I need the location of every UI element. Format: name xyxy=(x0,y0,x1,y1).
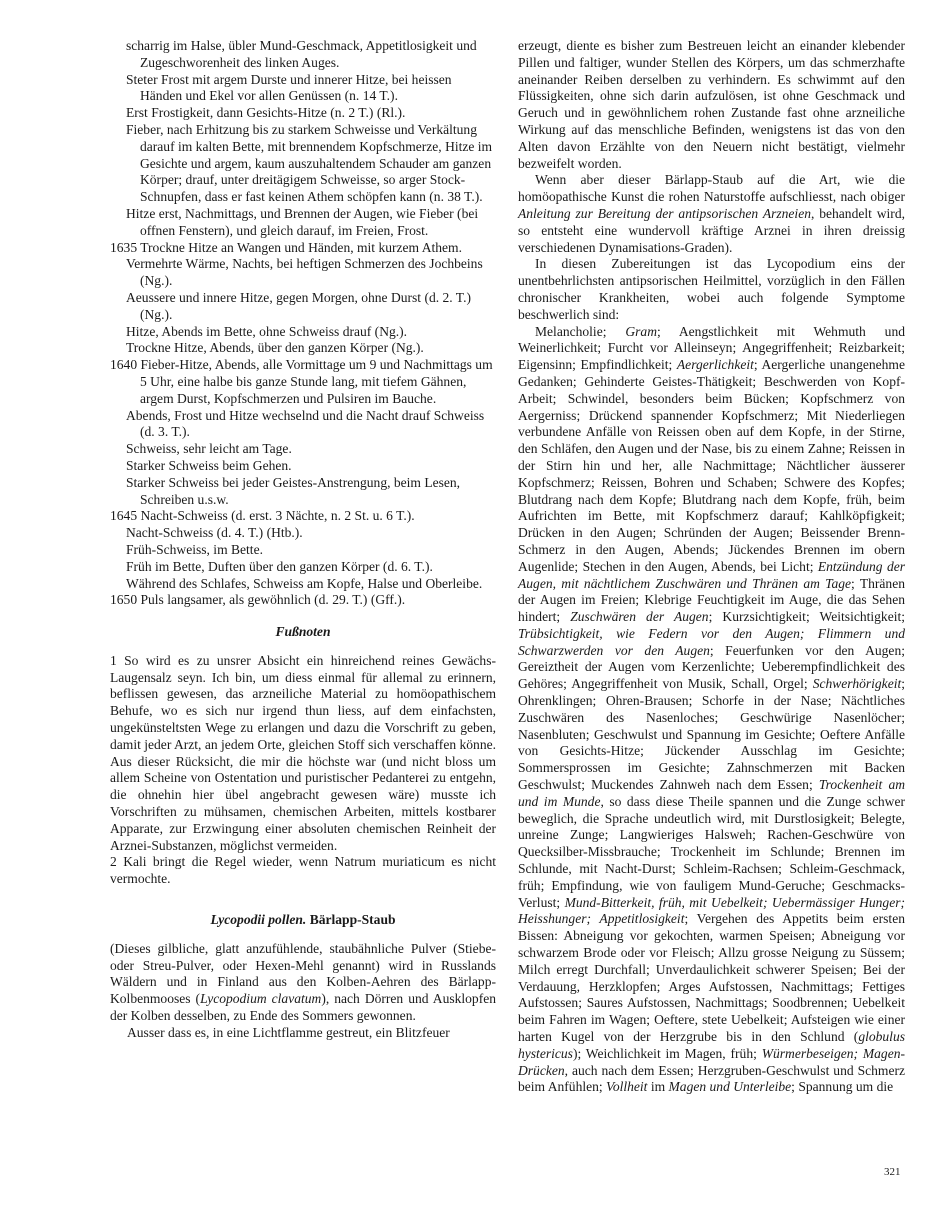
symptom-entry xyxy=(110,525,496,542)
entry-text: Abends, Frost und Hitze wechselnd und die Nacht drauf Schweiss (d. 3. T.). xyxy=(126,407,485,440)
intro-text-a: (Dieses gilbliche, glatt anzufühlende, staubähnliche Pulver (Stiebe- oder Streu-Pulver, oder Hexen-Mehl genannt) wird in Russlands Wäldern und in Finland aus den Kolben-Aehren des Bärlapp-Kolbenmooses ( xyxy=(110,940,496,1007)
symptom-entry xyxy=(110,122,496,206)
intro-paragraph xyxy=(110,941,496,1025)
symptom-italic: Vollheit xyxy=(606,1079,648,1095)
entry-text: Früh-Schweiss, im Bette. xyxy=(126,541,263,557)
entry-text: Trockne Hitze an Wangen und Händen, mit kurzem Athem. xyxy=(140,239,462,255)
symptom-text: ; Thränen der Augen im Freien; Klebrige Feuchtigkeit im Auge, die das Sehen hindert; xyxy=(518,575,905,625)
symptom-entry xyxy=(110,340,496,357)
symptom-text: ; Feuerfunken vor den Augen; Gereiztheit der Augen vom Kerzenlichte; Ueberempfindlichkeit des Gehöres; Angegriffenheit von Musik, Schall, Orgel; xyxy=(518,642,905,692)
entry-number: 1640 xyxy=(110,357,138,373)
paragraph-1: erzeugt, diente es bisher zum Bestreuen leicht an einander klebender Pillen und faltiger, wunder Stellen des Körpers, um das schmerzhafte aneinander Reiben derselben zu verhindern. Es schwimmt auf den Flüssigkeiten, ohne sich darin aufzulösen, ist ohne Geschmack und Geruch und in gewöhnlichem rohen Zustande fast ohne arzneiliche Wirkung auf das menschliche Befinden, wenigstens ist das von den Alten davon Erzählte von den Neuern nicht bestätigt, vielmehr bezweifelt worden. xyxy=(518,38,905,171)
entry-text: Früh im Bette, Duften über den ganzen Körper (d. 6. T.). xyxy=(126,558,433,574)
symptom-entry xyxy=(110,38,496,72)
entry-text: Starker Schweiss beim Gehen. xyxy=(126,457,292,473)
symptom-entry xyxy=(110,206,496,240)
entry-text: Vermehrte Wärme, Nachts, bei heftigen Schmerzen des Jochbeins (Ng.). xyxy=(126,256,483,289)
paragraph-2 xyxy=(518,172,905,256)
symptom-entry xyxy=(110,592,496,609)
symptom-text: im xyxy=(647,1079,669,1095)
symptom-text: Melancholie; xyxy=(535,323,626,339)
symptoms-paragraph xyxy=(518,324,905,1097)
symptom-entry xyxy=(110,72,496,106)
symptom-entry xyxy=(110,559,496,576)
intro-text-italic: Lycopodium clavatum xyxy=(200,991,322,1007)
symptom-text: ; Kurzsichtigkeit; Weitsichtigkeit; xyxy=(708,609,905,625)
symptom-text: , so dass diese Theile spannen und die Zunge schwer beweglich, die Sprache undeutlich wird, mit Durstlosigkeit; Belegte, unreine Zunge; Langwieriges Halsweh; Rachen-Geschwüre von Quecksilber-Missbrauche; Trockenheit im Schlunde; Brennen im Schlunde, mit Nacht-Durst; Schleim-Rachsen; Schleim-Geschmack, früh; Empfindung, wie von fauligem Mund-Geruche; Geschmacks-Verlust; xyxy=(518,793,905,910)
entry-text: Fieber, nach Erhitzung bis zu starkem Schweisse und Verkältung darauf im kalten Bette, mit brennendem Kopfschmerze, Hitze im Gesichte und argem, kaum auszuhaltendem Schauder am ganzen Körper; drauf, unter dreitägigem Schweisse, so arger Stock-Schnupfen, dass er fast keinen Athem schöpfen kann (n. 38 T.). xyxy=(126,121,493,205)
entry-text: Trockne Hitze, Abends, über den ganzen Körper (Ng.). xyxy=(126,340,424,356)
symptom-text: ); Weichlichkeit im Magen, früh; xyxy=(572,1045,762,1061)
entry-text: Während des Schlafes, Schweiss am Kopfe, Halse und Oberleibe. xyxy=(126,575,483,591)
symptom-italic: Trübsichtigkeit, wie Federn vor den Augen; Flimmern und Schwarzwerden vor den Augen xyxy=(518,625,905,658)
symptom-entry xyxy=(110,508,496,525)
symptom-entry xyxy=(110,576,496,593)
paragraph-2-a: Wenn aber dieser Bärlapp-Staub auf die Art, wie die homöopathische Kunst die rohen Naturstoffe aufschliesst, nach obiger xyxy=(518,172,905,205)
entry-text: scharrig im Halse, übler Mund-Geschmack, Appetitlosigkeit und Zugeschworenheit des linken Auges. xyxy=(126,38,477,70)
symptom-italic: Entzündung der Augen, mit nächtlichem Zuschwären und Thränen am Tage xyxy=(518,558,905,591)
symptom-text: , auch nach dem Essen; Herzgruben-Geschwulst und Schmerz beim Anfühlen; xyxy=(518,1062,905,1095)
symptom-entry xyxy=(110,441,496,458)
entry-text: Puls langsamer, als gewöhnlich (d. 29. T.) (Gff.). xyxy=(140,592,406,608)
footnotes-heading: Fußnoten xyxy=(275,624,331,640)
symptom-entry xyxy=(110,240,496,257)
section-title-german: Bärlapp-Staub xyxy=(309,912,396,928)
intro-paragraph-continued: Ausser dass es, in eine Lichtflamme gestreut, ein Blitzfeuer xyxy=(127,1024,450,1040)
entry-text: Fieber-Hitze, Abends, alle Vormittage um 9 und Nachmittags um 5 Uhr, eine halbe bis ganze Stunde lang, mit tiefem Gähnen, argem Durst, Kopfschmerzen und Pulsiren im Bauche. xyxy=(140,357,493,406)
entry-text: Hitze erst, Nachmittags, und Brennen der Augen, wie Fieber (bei offnen Fenstern), und gleich darauf, im Freien, Frost. xyxy=(126,205,479,238)
entry-number: 1645 xyxy=(110,508,138,524)
symptom-italic: Magen und Unterleibe xyxy=(668,1079,792,1095)
symptom-italic: Zuschwären der Augen xyxy=(570,609,709,625)
entry-text: Schweiss, sehr leicht am Tage. xyxy=(126,441,292,457)
entry-text: Steter Frost mit argem Durste und innerer Hitze, bei heissen Händen und Ekel vor allen Genüssen (n. 14 T.). xyxy=(126,71,452,104)
symptom-italic: globulus hystericus xyxy=(518,1029,905,1061)
paragraph-3: In diesen Zubereitungen ist das Lycopodium eins der unentbehrlichsten antipsorischen Heilmittel, vorzüglich in den Fällen chronischer Krankheiten, wobei auch folgende Symptome beschwerlich sind: xyxy=(518,256,905,322)
symptom-italic: Mund-Bitterkeit, früh, mit Uebelkeit; Uebermässiger Hunger; Heisshunger; Appetitlosigkeit xyxy=(518,894,905,927)
symptom-entry xyxy=(110,256,496,290)
symptom-text: ; Aengstlichkeit mit Wehmuth und Weinerlichkeit; Furcht vor Alleinseyn; Angegriffenheit; Reizbarkeit; Eigensinn; Empfindlichkeit; xyxy=(518,323,906,373)
entry-text: Erst Frostigkeit, dann Gesichts-Hitze (n. 2 T.) (Rl.). xyxy=(126,105,406,121)
symptom-entry xyxy=(110,542,496,559)
symptom-entry xyxy=(110,290,496,324)
entry-text: Starker Schweiss bei jeder Geistes-Anstrengung, beim Lesen, Schreiben u.s.w. xyxy=(126,474,461,507)
symptom-list xyxy=(110,38,496,609)
section-title-latin: Lycopodii pollen. xyxy=(210,912,307,928)
entry-text: Nacht-Schweiss (d. erst. 3 Nächte, n. 2 St. u. 6 T.). xyxy=(140,508,415,524)
symptom-entry xyxy=(110,105,496,122)
symptom-entry xyxy=(110,458,496,475)
symptom-text: ; Spannung um die xyxy=(791,1079,894,1095)
left-column xyxy=(110,38,496,1042)
paragraph-2-italic: Anleitung zur Bereitung der antipsorischen Arzneien xyxy=(518,205,811,221)
page-number: 321 xyxy=(884,1166,901,1178)
symptom-italic: Schwerhörigkeit xyxy=(812,676,902,692)
footnote-2: 2 Kali bringt die Regel wieder, wenn Natrum muriaticum es nicht vermochte. xyxy=(110,854,496,887)
section-title xyxy=(110,912,496,929)
symptom-italic: Trockenheit am und im Munde xyxy=(518,777,905,809)
entry-text: Aeussere und innere Hitze, gegen Morgen, ohne Durst (d. 2. T.) (Ng.). xyxy=(126,289,471,322)
symptom-italic: Gram xyxy=(625,323,657,339)
symptom-entry xyxy=(110,357,496,407)
entry-number: 1635 xyxy=(110,239,138,255)
intro-text-b: ), nach Dörren und Ausklopfen der Kolben desselben, zu Ende des Sommers gewonnen. xyxy=(110,991,496,1024)
entry-text: Nacht-Schweiss (d. 4. T.) (Htb.). xyxy=(126,525,303,541)
symptom-italic: Aergerlichkeit xyxy=(676,357,754,373)
symptom-text: ; Aergerliche unangenehme Gedanken; Gehinderte Geistes-Thätigkeit; Beschwerden von Kopf-Arbeit; Schwindel, besonders beim Bücken; Kopfschmerz von Aergerniss; Drückend spannender Kopfschmerz; Mit Niederliegen verbundene Anfälle von Reissen oben auf dem Kopfe, in der Stirne, den Schläfen, den Augen und der Nase, bis zu einem Zahne; Reissen in der Stirn hin und her, alle Nachmittage; Nächtlicher äusserer Kopfschmerz; Reissen, Bohren und Schaben; Schwere des Kopfes; Blutdrang nach dem Kopfe; Blutdrang nach dem Kopfe, früh, beim Aufrichten im Bette, mit Kopfschmerz darauf; Kahlköpfigkeit; Drücken in den Augen; Schründen der Augen; Beissender Brenn-Schmerz in den Augen, Abends; Jückendes Brennen im obern Augenlide; Stechen in den Augen, Abends, bei Licht; xyxy=(518,357,905,574)
entry-number: 1650 xyxy=(110,592,138,608)
right-column xyxy=(518,38,905,1096)
symptom-entry xyxy=(110,475,496,509)
entry-text: Hitze, Abends im Bette, ohne Schweiss drauf (Ng.). xyxy=(126,323,408,339)
symptom-italic: Würmerbeseigen; Magen-Drücken xyxy=(518,1045,905,1078)
paragraph-2-b: , behandelt wird, so entsteht eine wundervoll kräftige Arznei in ihren dreissig verschiedenen Dynamisations-Graden). xyxy=(518,205,905,255)
symptom-text: ; Vergehen des Appetits beim ersten Bissen: Abneigung vor gekochten, warmen Speisen; Abneigung vor schwarzem Brode oder vor Fleisch; Allzu grosse Neigung zu Süssem; Milch erregt Durchfall; Unverdaulichkeit schwerer Speisen; Bei der Verdauung, Herzklopfen; Arges Aufstossen, Nachmittags; Fettiges Aufstossen; Saures Aufstossen, Nachmittags; Soodbrennen; Uebelkeit beim Fahren im Wagen; Oeftere, stete Uebelkeit; Aufsteigen wie einer harten Kugel von der Herzgrube bis in den Schlund ( xyxy=(518,911,905,1045)
symptom-text: ; Ohrenklingen; Ohren-Brausen; Schorfe in der Nase; Nächtliches Zuschwären des Nasenloches; Geschwürige Nasenlöcher; Nasenbluten; Geschwulst und Spannung im Gesichte; Oeftere Anfälle von Gesichts-Hitze; Jückender Ausschlag im Gesichte; Sommersprossen im Gesichte; Zahnschmerzen mit Backen Geschwulst; Muckendes Zahnweh nach dem Essen; xyxy=(518,676,905,793)
symptom-entry xyxy=(110,408,496,442)
footnote-1: 1 So wird es zu unsrer Absicht ein hinreichend reines Gewächs-Laugensalz seyn. Ich bin, um diess einmal für allemal zu erinnern, beflissen gewesen, das arzneiliche Material zu homöopathischem Behufe, wo es sich nur irgend thun liess, auf dem einfachsten, ungekünsteltsten Wege zu erlangen und dazu die Vorschrift zu geben, damit jeder Arzt, an jedem Orte, gleichen Stoff sich verschaffen könne. Aus dieser Rücksicht, die mir die höchste war (und nicht bloss um allem Scheine von Ostentation und puristischer Pedanterei zu entgehn, die ohnehin hier übel angebracht gewesen wäre) musste ich Vorschriften zu mühsamen, chemischen Arbeiten, mittels kostbarer Apparate, zur Erzwingung einer absoluten chemischen Reinheit der Arznei-Substanzen, möglichst vermeiden. xyxy=(110,652,496,853)
symptom-entry xyxy=(110,324,496,341)
